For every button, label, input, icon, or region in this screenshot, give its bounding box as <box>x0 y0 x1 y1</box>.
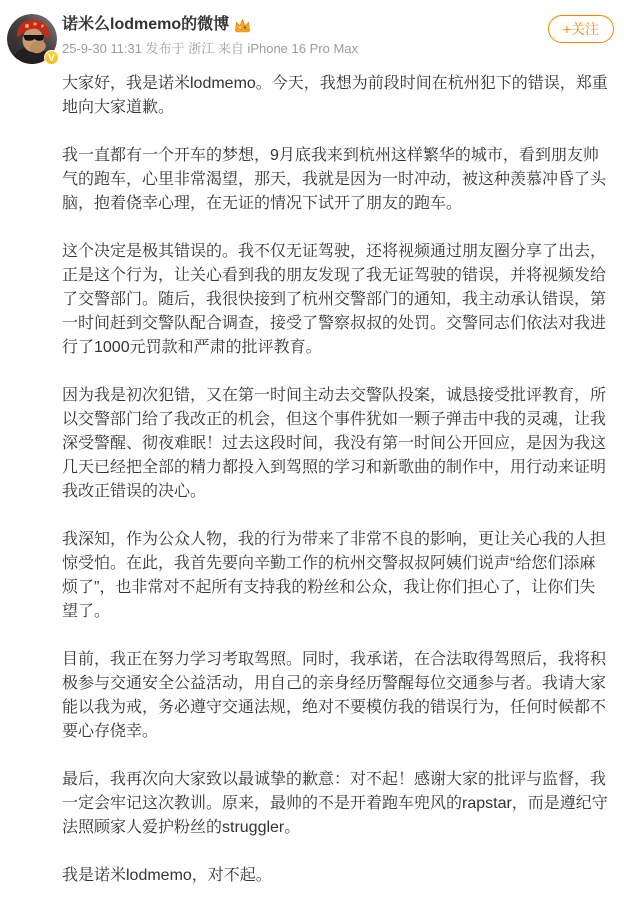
crown-icon <box>234 18 251 33</box>
post-paragraph: 因为我是初次犯错，又在第一时间主动去交警队投案，诚恳接受批评教育，所以交警部门给了我改正的机会，但这个事件犹如一颗子弹击中我的灵魂，让我深受警醒、彻夜难眠！过去这段时间，我没有第一时间公开回应，是因为我这几天已经把全部的精力都投入到驾照的学习和新歌曲的制作中，用行动来证明我改正错误的决心。 <box>62 387 607 500</box>
post-paragraph: 最后，我再次向大家致以最诚挚的歉意：对不起！感谢大家的批评与监督，我一定会牢记这次教训。原来，最帅的不是开着跑车兜风的rapstar，而是遵纪守法照顾家人爱护粉丝的struggler。 <box>62 771 608 836</box>
post-paragraph: 我深知，作为公众人物，我的行为带来了非常不良的影响，更让关心我的人担惊受怕。在此，我首先要向辛勤工作的杭州交警叔叔阿姨们说声“给您们添麻烦了”，也非常对不起所有支持我的粉丝和公众，我让你们担心了，让你们失望了。 <box>62 531 607 620</box>
verified-v-icon: V <box>44 50 59 65</box>
post-content <box>0 67 624 912</box>
post-header <box>0 0 624 67</box>
post-paragraph: 目前，我正在努力学习考取驾照。同时，我承诺，在合法取得驾照后，我将积极参与交通安全公益活动，用自己的亲身经历警醒每位交通参与者。我请大家能以我为戒，务必遵守交通法规，绝对不要模仿我的错误行为，任何时候都不要心存侥幸。 <box>62 651 607 740</box>
post-paragraph: 这个决定是极其错误的。我不仅无证驾驶，还将视频通过朋友圈分享了出去，正是这个行为，让关心看到我的朋友发现了我无证驾驶的错误，并将视频发给了交警部门。随后，我很快接到了杭州交警部门的通知，我主动承认错误，第一时间赶到交警队配合调查，接受了警察叔叔的处罚。交警同志们依法对我进行了1000元罚款和严肃的批评教育。 <box>62 243 607 356</box>
post-paragraph: 我是诺米lodmemo，对不起。 <box>62 867 272 884</box>
avatar[interactable] <box>7 14 57 64</box>
post-paragraph: 我一直都有一个开车的梦想，9月底我来到杭州这样繁华的城市，看到朋友帅气的跑车，心里非常渴望，那天，我就是因为一时冲动，被这种羡慕冲昏了头脑，抱着侥幸心理，在无证的情况下试开了朋友的跑车。 <box>62 147 607 212</box>
post-paragraph: 大家好，我是诺米lodmemo。今天，我想为前段时间在杭州犯下的错误，郑重地向大家道歉。 <box>62 75 608 116</box>
user-info <box>62 13 614 57</box>
follow-button[interactable]: +关注 <box>548 15 614 43</box>
username[interactable]: 诺米么lodmemo的微博 <box>62 16 230 33</box>
post-timestamp: 25-9-30 11:31 发布于 浙江 来自 iPhone 16 Pro Max <box>62 41 358 56</box>
